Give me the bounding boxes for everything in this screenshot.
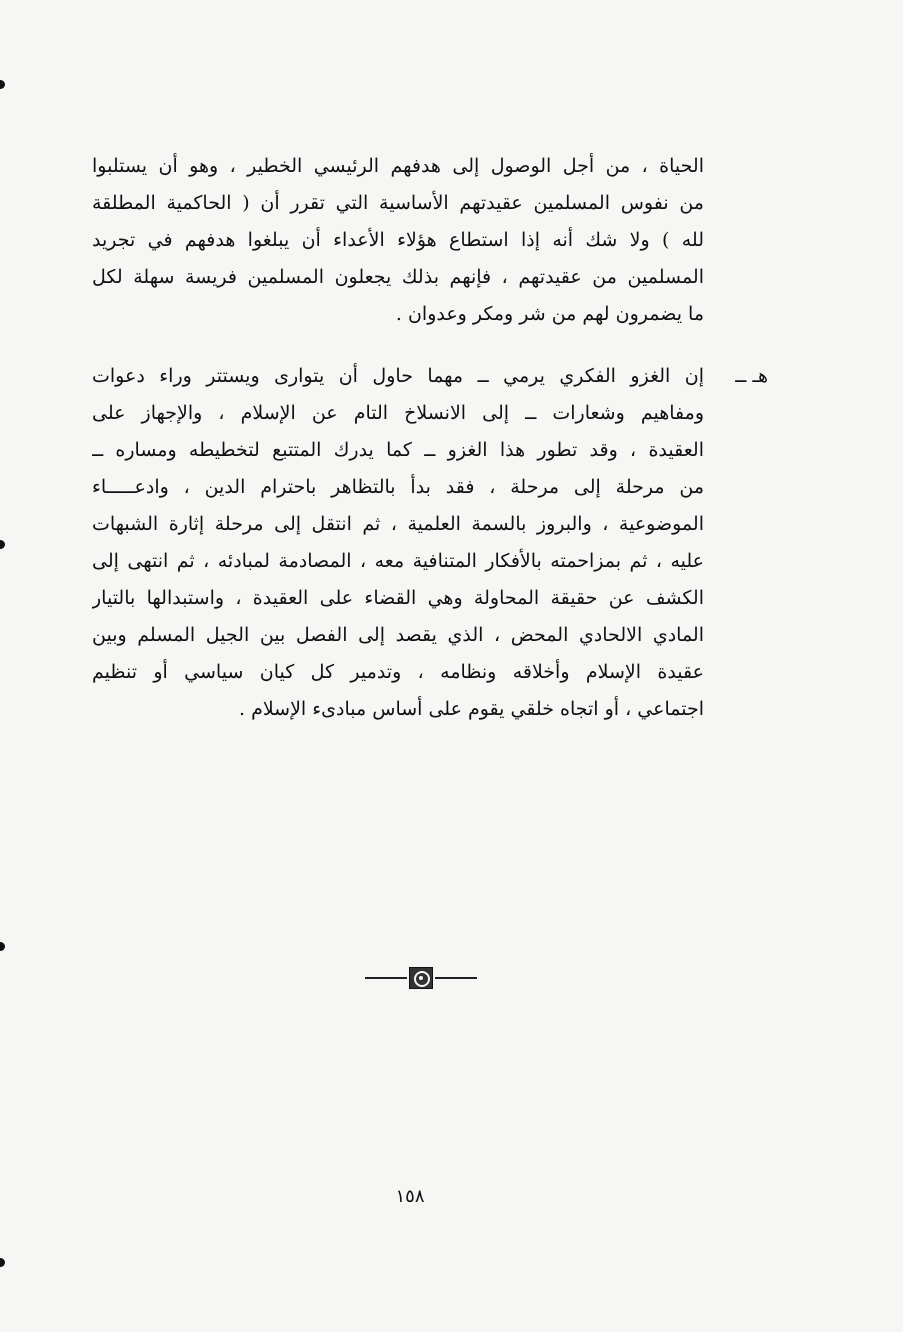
- text-line: الحياة ، من أجل الوصول إلى هدفهم الرئيسي الخطير ، وهو أن يستلبوا: [92, 155, 704, 177]
- page-number: ١٥٨: [395, 1186, 425, 1207]
- text-line: لله ) ولا شك أنه إذا استطاع هؤلاء الأعداء أن يبلغوا هدفهم في تجريد: [92, 229, 704, 251]
- text-line: عليه ، ثم بمزاحمته بالأفكار المتنافية معه ، المصادمة لمبادئه ، ثم انتهى إلى: [92, 550, 704, 572]
- text-line: اجتماعي ، أو اتجاه خلقي يقوم على أساس مبادىء الإسلام .: [238, 698, 704, 720]
- text-line: العقيدة ، وقد تطور هذا الغزو ــ كما يدرك المتتبع لتخطيطه ومساره ــ: [92, 439, 704, 461]
- text-line: المادي الالحادي المحض ، الذي يقصد إلى الفصل بين الجيل المسلم وبين: [92, 624, 704, 646]
- text-line: المسلمين من عقيدتهم ، فإنهم بذلك يجعلون المسلمين فريسة سهلة لكل: [92, 266, 704, 288]
- text-line: عقيدة الإسلام وأخلاقه ونظامه ، وتدمير كل كيان سياسي أو تنظيم: [92, 661, 704, 683]
- paragraph-continuation: [92, 148, 704, 333]
- text-line: الكشف عن حقيقة المحاولة وهي القضاء على العقيدة ، واستبدالها بالتيار: [92, 587, 704, 609]
- list-item-marker: هـ ــ: [735, 365, 768, 387]
- floral-ornament-icon: [409, 967, 433, 989]
- scan-edge-mark: [0, 540, 5, 549]
- divider-rule-right: [435, 977, 477, 979]
- section-divider: [365, 964, 477, 992]
- text-line: ما يضمرون لهم من شر ومكر وعدوان .: [395, 303, 704, 325]
- text-line: إن الغزو الفكري يرمي ــ مهما حاول أن يتوارى ويستتر وراء دعوات: [92, 365, 704, 387]
- scan-edge-mark: [0, 80, 5, 89]
- text-line: من مرحلة إلى مرحلة ، فقد بدأ بالتظاهر باحترام الدين ، وادعـــــاء: [92, 476, 704, 498]
- divider-rule-left: [365, 977, 407, 979]
- scan-edge-mark: [0, 1258, 5, 1267]
- paragraph-item-he: [92, 358, 704, 728]
- text-line: ومفاهيم وشعارات ــ إلى الانسلاخ التام عن الإسلام ، والإجهاز على: [92, 402, 704, 424]
- text-line: الموضوعية ، والبروز بالسمة العلمية ، ثم انتقل إلى مرحلة إثارة الشبهات: [92, 513, 704, 535]
- text-line: من نفوس المسلمين عقيدتهم الأساسية التي تقرر أن ( الحاكمية المطلقة: [92, 192, 704, 214]
- scan-edge-mark: [0, 942, 5, 951]
